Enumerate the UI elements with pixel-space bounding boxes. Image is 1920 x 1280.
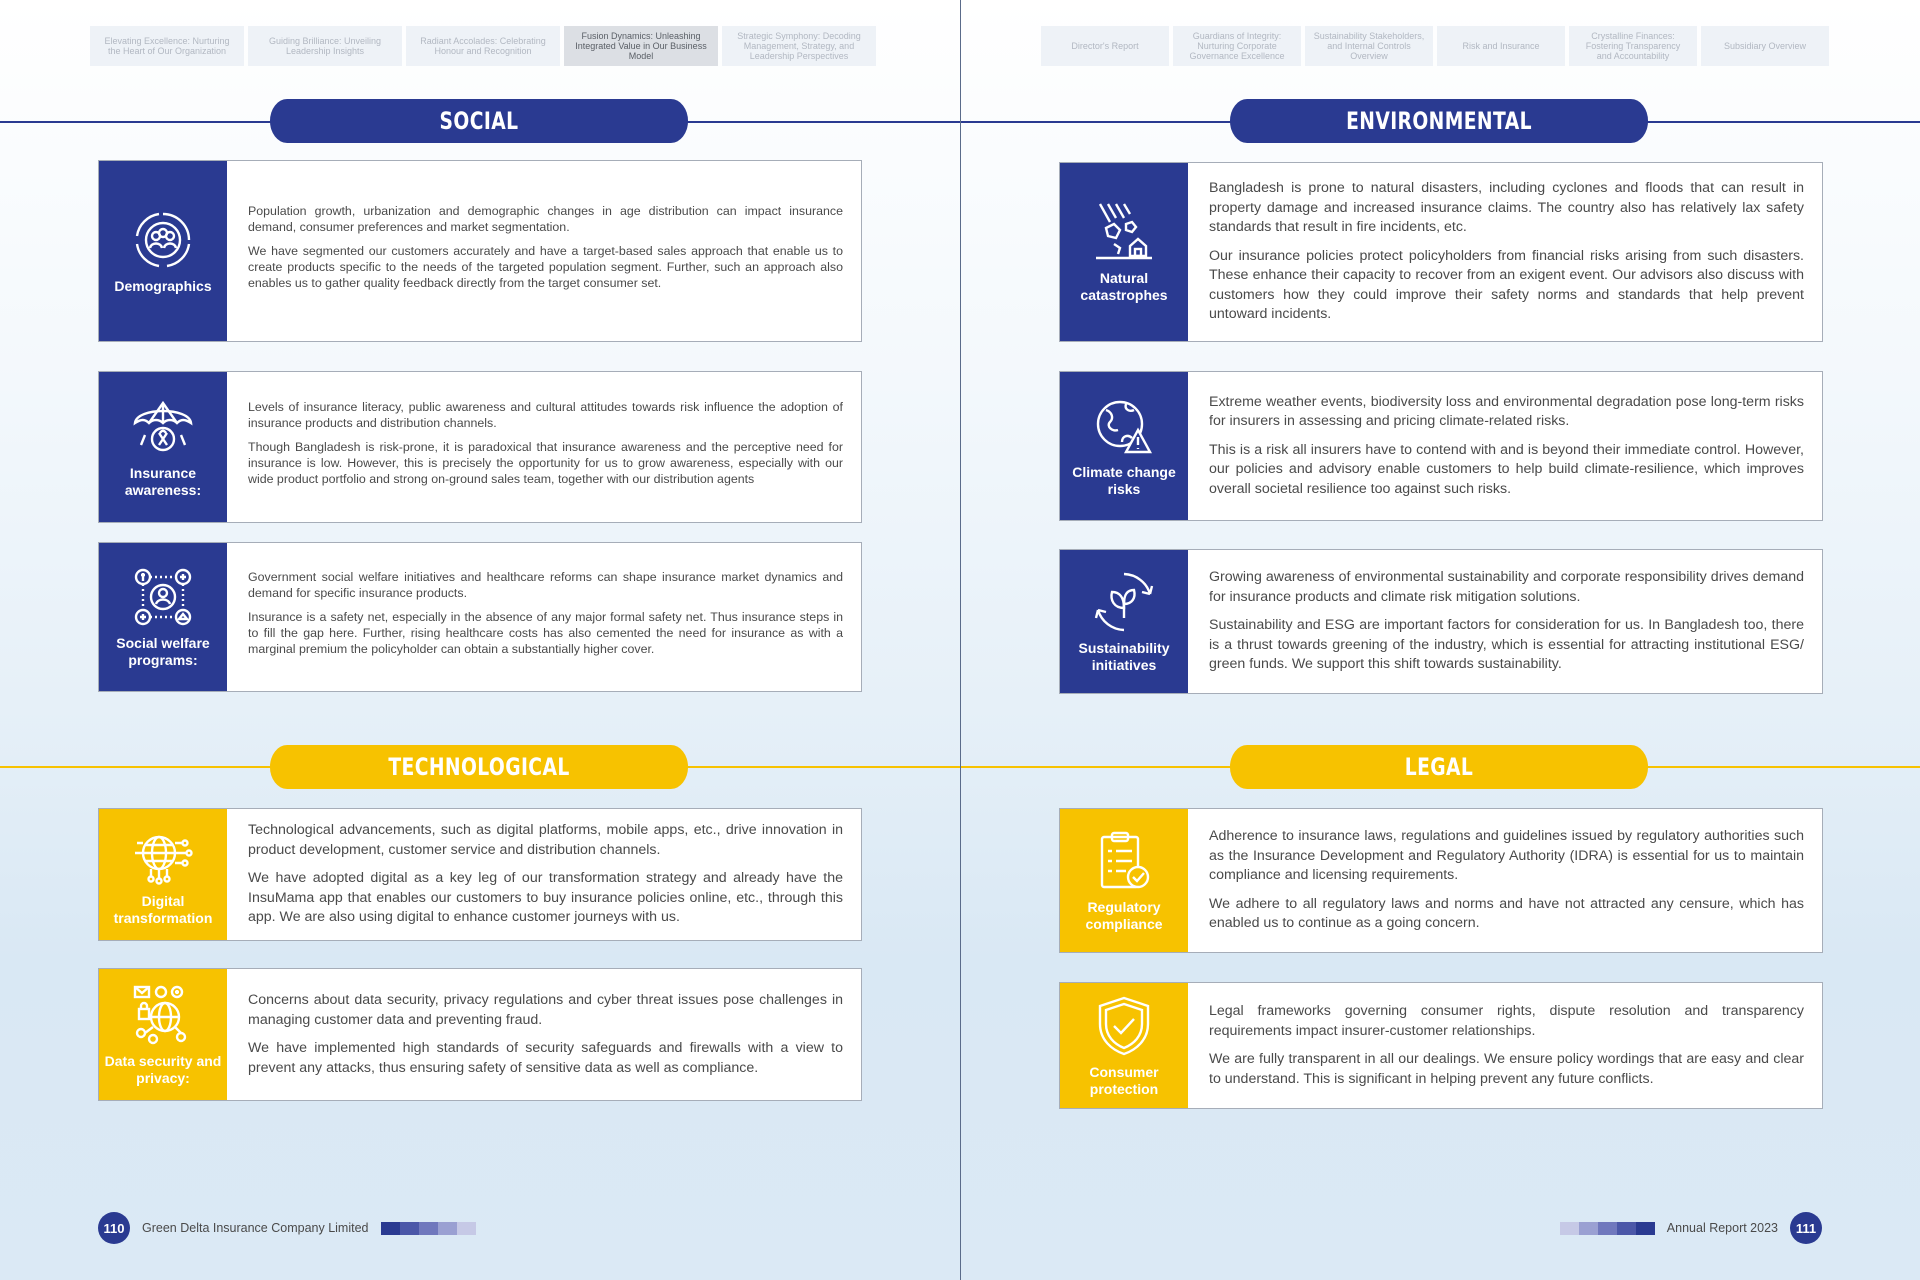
card-text [1188,550,1822,693]
tile-digital-transformation [99,809,227,940]
paragraph: We adhere to all regulatory laws and norms and have not attracted any censure, which has enabled us to continue as a going concern. [1209,895,1804,932]
nav-tab-guiding-brilliance[interactable]: Guiding Brilliance: Unveiling Leadership Insights [248,26,402,66]
paragraph: Population growth, urbanization and demographic changes in age distribution can impact insurance demand, consumer preferences and market segmentation. [248,204,843,234]
card-text [1188,163,1822,341]
paragraph: Government social welfare initiatives and healthcare reforms can shape insurance market dynamics and demand for specific insurance products. [248,570,843,600]
page-number: 110 [98,1212,130,1244]
shield-check-icon [1092,994,1156,1058]
card-text [1188,983,1822,1108]
paragraph: We are fully transparent in all our dealings. We ensure policy wordings that are easy and clear to understand. This is significant in helping prevent any future conflicts. [1209,1051,1804,1087]
paragraph: We have adopted digital as a key leg of our transformation strategy and already have the InsuMama app that enables our customers to buy insurance policies online, etc., through this app. We are also using digital to enhance customer journeys with us. [248,870,843,926]
card-natural-catastrophes [1059,162,1823,342]
sustainability-leaf-icon [1092,570,1156,634]
tile-label: Demographics [114,277,212,294]
paragraph: Growing awareness of environmental sustainability and corporate responsibility drives demand for insurance products and climate risk mitigation solutions. [1209,569,1804,605]
nav-tab-sustainability[interactable]: Sustainability Stakeholders, and Internal Controls Overview [1305,26,1433,66]
section-heading-technological: TECHNOLOGICAL [270,745,688,789]
nav-tab-radiant-accolades[interactable]: Radiant Accolades: Celebrating Honour and Recognition [406,26,560,66]
section-heading-legal: LEGAL [1230,745,1648,789]
tile-label: Social welfare programs: [116,635,210,668]
paragraph: We have segmented our customers accurately and have a target-based sales approach that enable us to create products specific to the needs of the targeted population segment. Further, such an approach also enables us to gather quality feedback directly from the target consumer set. [248,244,843,290]
right-footer [1560,1212,1822,1244]
card-demographics [98,160,862,342]
report-name: Annual Report 2023 [1666,1221,1778,1235]
tile-label: Climate change risks [1072,464,1176,497]
card-digital-transformation [98,808,862,941]
paragraph: This is a risk all insurers have to contend with and is beyond their immediate control. However, our policies and advisory enable customers to help build climate-resilience, which improves overall societal resilience too against such risks. [1209,441,1804,497]
card-text [227,543,861,691]
card-text [227,372,861,522]
right-page [960,0,1920,1280]
demographics-icon [131,208,195,272]
digital-globe-icon [131,823,195,887]
nav-tab-subsidiary-overview[interactable]: Subsidiary Overview [1701,26,1829,66]
page-number: 111 [1790,1212,1822,1244]
umbrella-icon [131,395,195,459]
paragraph: Sustainability and ESG are important factors for consideration for us. In Bangladesh too, there is a thrust towards greening of the industry, which is essential for attracting institutional ESG/ green funds. We support this shift towards sustainability. [1209,617,1804,673]
footer-color-bar [381,1222,476,1235]
climate-globe-icon [1092,394,1156,458]
tile-consumer-protection [1060,983,1188,1108]
paragraph: Technological advancements, such as digital platforms, mobile apps, etc., drive innovation in product development, customer service and distribution channels. [248,822,843,858]
tile-label: Regulatory compliance [1085,898,1163,932]
nav-tab-risk-and-insurance[interactable]: Risk and Insurance [1437,26,1565,66]
nav-tab-strategic-symphony[interactable]: Strategic Symphony: Decoding Management, Strategy, and Leadership Perspectives [722,26,876,66]
nav-tab-guardians-of-integrity[interactable]: Guardians of Integrity: Nurturing Corporate Governance Excellence [1173,26,1301,66]
card-climate-change [1059,371,1823,521]
card-text [227,969,861,1100]
tile-label: Consumer protection [1089,1063,1159,1097]
tile-natural-catastrophes [1060,163,1188,341]
card-data-security [98,968,862,1101]
left-footer [98,1212,476,1244]
data-security-icon [131,983,195,1047]
card-sustainability-initiatives [1059,549,1823,694]
tile-label: Digital transformation [113,892,213,926]
section-heading-social: SOCIAL [270,99,688,143]
card-regulatory-compliance [1059,808,1823,953]
natural-catastrophe-icon [1092,200,1156,264]
social-welfare-icon [131,565,195,629]
card-social-welfare [98,542,862,692]
card-insurance-awareness [98,371,862,523]
company-name: Green Delta Insurance Company Limited [142,1221,369,1235]
card-consumer-protection [1059,982,1823,1109]
tile-regulatory-compliance [1060,809,1188,952]
nav-tab-crystalline-finances[interactable]: Crystalline Finances: Fostering Transparency and Accountability [1569,26,1697,66]
section-nav [90,26,876,66]
card-text [227,809,861,940]
section-nav [1041,26,1829,66]
paragraph: Extreme weather events, biodiversity loss and environmental degradation pose long-term risks for insurers in assessing and pricing climate-related risks. [1209,393,1804,430]
nav-tab-fusion-dynamics[interactable]: Fusion Dynamics: Unleashing Integrated Value in Our Business Model [564,26,718,66]
tile-social-welfare [99,543,227,691]
tile-climate-change [1060,372,1188,520]
paragraph: Adherence to insurance laws, regulations and guidelines issued by regulatory authorities such as the Insurance Development and Regulatory Authority (IDRA) is essential for us to maintain compliance and licensing requirements. [1209,828,1804,884]
paragraph: Concerns about data security, privacy regulations and cyber threat issues pose challenges in managing customer data and preventing fraud. [248,992,843,1028]
paragraph: Levels of insurance literacy, public awareness and cultural attitudes towards risk influence the adoption of insurance products and distribution channels. [248,400,843,430]
paragraph: Insurance is a safety net, especially in the absence of any major formal safety net. Thus insurance steps in to fill the gap here. Further, rising healthcare costs has also cemented the need for insurance as with a marginal premium the policyholder can obtain a substantially higher cover. [248,610,843,656]
tile-sustainability-initiatives [1060,550,1188,693]
card-text [227,161,861,341]
tile-label: Natural catastrophes [1080,270,1168,303]
card-text [1188,372,1822,520]
nav-tab-directors-report[interactable]: Director's Report [1041,26,1169,66]
paragraph: Our insurance policies protect policyholders from financial risks arising from such disasters. These enhance their capacity to recover from an exigent event. Our advisors also discuss with customers how they could improve their safety norms and standards that help prevent untoward incidents. [1209,247,1804,323]
tile-label: Data security and privacy: [104,1052,222,1086]
tile-insurance-awareness [99,372,227,522]
paragraph: Legal frameworks governing consumer rights, dispute resolution and transparency requirements impact insurer-customer relationships. [1209,1003,1804,1039]
section-heading-environmental: ENVIRONMENTAL [1230,99,1648,143]
paragraph: Though Bangladesh is risk-prone, it is paradoxical that insurance awareness and the perceptive need for insurance is low. However, this is precisely the opportunity for us to grow awareness, especially with our wide product portfolio and strong on-ground sales team, together with our distribution agents [248,440,843,486]
paragraph: Bangladesh is prone to natural disasters, including cyclones and floods that can result in property damage and increased insurance claims. The country also has relatively lax safety standards that result in fire incidents, etc. [1209,180,1804,236]
card-text [1188,809,1822,952]
compliance-clipboard-icon [1092,829,1156,893]
nav-tab-elevating-excellence[interactable]: Elevating Excellence: Nurturing the Heart of Our Organization [90,26,244,66]
tile-data-security [99,969,227,1100]
paragraph: We have implemented high standards of security safeguards and firewalls with a view to prevent any attacks, thus ensuring safety of sensitive data as well as compliance. [248,1040,843,1076]
tile-label: Insurance awareness: [124,465,202,498]
footer-color-bar [1560,1222,1655,1235]
tile-label: Sustainability initiatives [1078,639,1170,673]
tile-demographics [99,161,227,341]
